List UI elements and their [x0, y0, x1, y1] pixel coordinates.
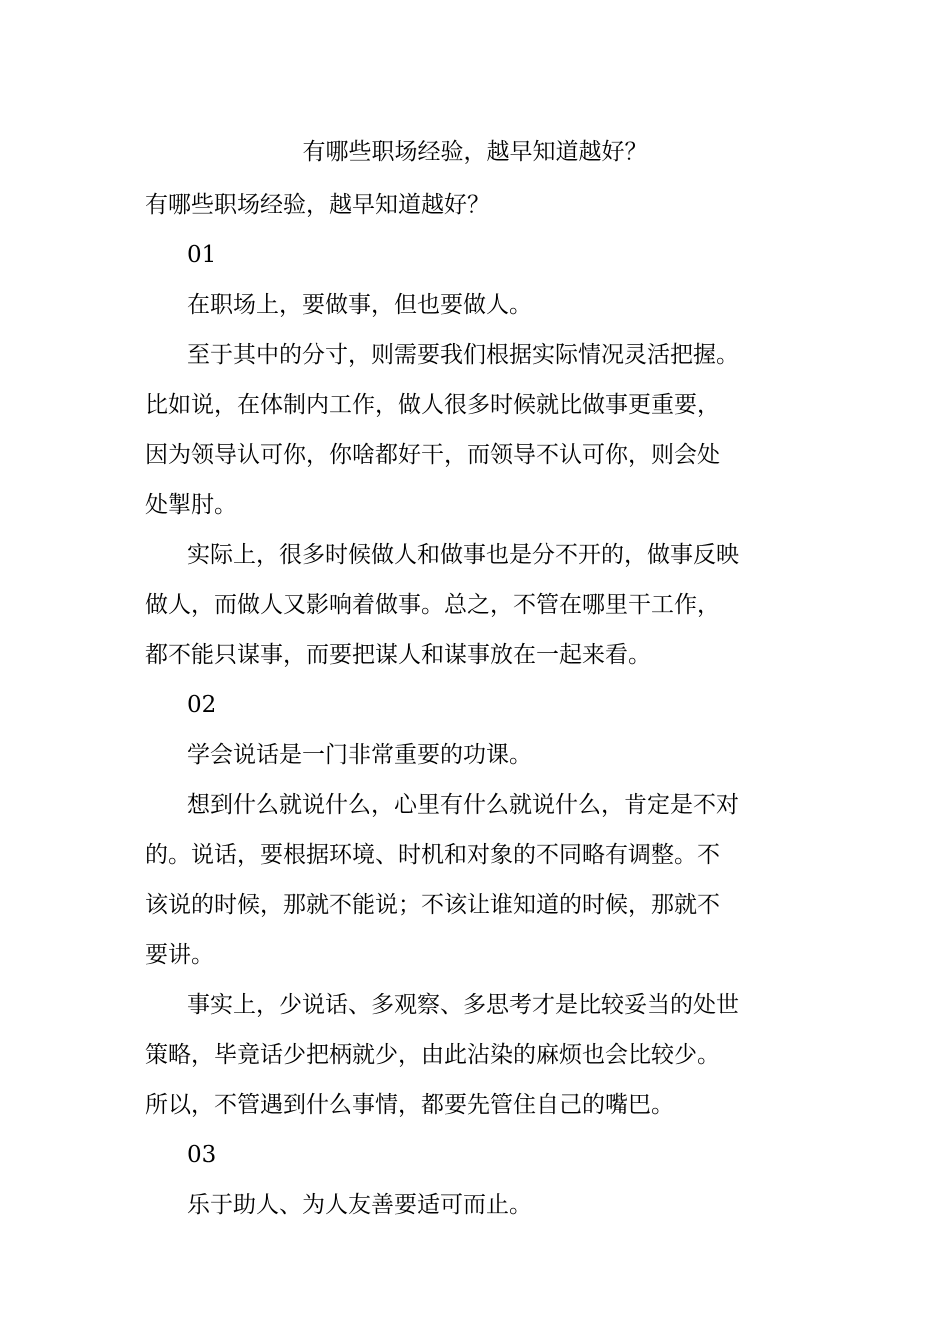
- paragraph-line: 该说的时候，那就不能说；不该让谁知道的时候，那就不: [145, 892, 720, 918]
- paragraph-line: 比如说，在体制内工作，做人很多时候就比做事更重要，: [145, 392, 720, 418]
- paragraph-line: 要讲。: [145, 942, 214, 968]
- paragraph-line: 事实上，少说话、多观察、多思考才是比较妥当的处世: [187, 992, 739, 1018]
- paragraph-line: 的。说话，要根据环境、时机和对象的不同略有调整。不: [145, 842, 720, 868]
- paragraph-line: 至于其中的分寸，则需要我们根据实际情况灵活把握。: [187, 342, 739, 368]
- section-number-02: 02: [187, 692, 217, 718]
- paragraph-line: 处掣肘。: [145, 492, 237, 518]
- document-body: [145, 180, 808, 1230]
- paragraph-line: 所以，不管遇到什么事情，都要先管住自己的嘴巴。: [145, 1092, 674, 1118]
- paragraph-line: 在职场上，要做事，但也要做人。: [187, 292, 532, 318]
- paragraph-line: 乐于助人、为人友善要适可而止。: [187, 1192, 532, 1218]
- paragraph-line: 做人，而做人又影响着做事。总之，不管在哪里干工作，: [145, 592, 720, 618]
- page-title: 有哪些职场经验，越早知道越好？: [302, 139, 648, 165]
- section-number-03: 03: [187, 1142, 217, 1168]
- subtitle-line: 有哪些职场经验，越早知道越好？: [145, 192, 490, 218]
- paragraph-line: 因为领导认可你，你啥都好干，而领导不认可你，则会处: [145, 442, 720, 468]
- paragraph-line: 实际上，很多时候做人和做事也是分不开的，做事反映: [187, 542, 739, 568]
- section-number-01: 01: [187, 242, 217, 268]
- paragraph-line: 想到什么就说什么，心里有什么就说什么，肯定是不对: [187, 792, 739, 818]
- paragraph-line: 策略，毕竟话少把柄就少，由此沾染的麻烦也会比较少。: [145, 1042, 720, 1068]
- paragraph-line: 学会说话是一门非常重要的功课。: [187, 742, 532, 768]
- paragraph-line: 都不能只谋事，而要把谋人和谋事放在一起来看。: [145, 642, 651, 668]
